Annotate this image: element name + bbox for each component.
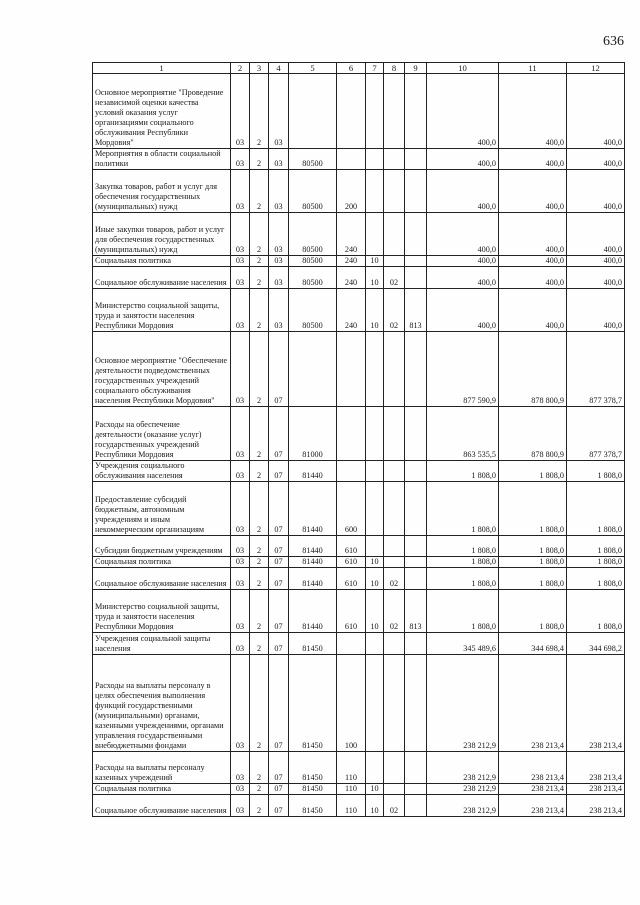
code-7 bbox=[366, 213, 384, 256]
table-row bbox=[93, 213, 625, 256]
page-number: 636 bbox=[603, 34, 624, 49]
code-2: 03 bbox=[231, 752, 250, 784]
amount-12: 1 808,0 bbox=[567, 461, 625, 482]
code-3: 2 bbox=[250, 256, 269, 267]
column-header: 4 bbox=[269, 63, 289, 74]
code-5: 81440 bbox=[289, 461, 337, 482]
code-6: 100 bbox=[337, 655, 366, 752]
code-5: 81450 bbox=[289, 784, 337, 795]
code-8 bbox=[384, 752, 405, 784]
code-8: 02 bbox=[384, 568, 405, 590]
code-4: 03 bbox=[269, 170, 289, 213]
code-4: 07 bbox=[269, 536, 289, 557]
code-2: 03 bbox=[231, 213, 250, 256]
row-description: Министерство социальной защиты, труда и занятости населения Республики Мордовия bbox=[93, 590, 231, 633]
code-3: 2 bbox=[250, 170, 269, 213]
amount-11: 1 808,0 bbox=[499, 557, 567, 568]
table-row bbox=[93, 568, 625, 590]
code-4: 07 bbox=[269, 795, 289, 817]
amount-11: 1 808,0 bbox=[499, 568, 567, 590]
amount-10: 238 212,9 bbox=[427, 752, 499, 784]
column-header: 8 bbox=[384, 63, 405, 74]
amount-12: 238 213,4 bbox=[567, 784, 625, 795]
code-6: 600 bbox=[337, 482, 366, 536]
code-3: 2 bbox=[250, 655, 269, 752]
amount-11: 400,0 bbox=[499, 267, 567, 289]
amount-12: 400,0 bbox=[567, 256, 625, 267]
amount-10: 238 212,9 bbox=[427, 655, 499, 752]
row-description: Учреждения социальной защиты населения bbox=[93, 633, 231, 655]
code-2: 03 bbox=[231, 149, 250, 170]
amount-10: 1 808,0 bbox=[427, 461, 499, 482]
code-6 bbox=[337, 74, 366, 149]
code-3: 2 bbox=[250, 784, 269, 795]
code-3: 2 bbox=[250, 407, 269, 461]
row-description: Закупка товаров, работ и услуг для обеспечения государственных (муниципальных) нужд bbox=[93, 170, 231, 213]
amount-11: 1 808,0 bbox=[499, 536, 567, 557]
code-2: 03 bbox=[231, 784, 250, 795]
code-5 bbox=[289, 74, 337, 149]
table-row bbox=[93, 256, 625, 267]
code-2: 03 bbox=[231, 461, 250, 482]
amount-10: 1 808,0 bbox=[427, 482, 499, 536]
code-4: 07 bbox=[269, 655, 289, 752]
code-2: 03 bbox=[231, 256, 250, 267]
column-header: 12 bbox=[567, 63, 625, 74]
table-row bbox=[93, 170, 625, 213]
code-7 bbox=[366, 482, 384, 536]
code-9 bbox=[405, 633, 427, 655]
column-header: 5 bbox=[289, 63, 337, 74]
table-row bbox=[93, 590, 625, 633]
code-4: 07 bbox=[269, 557, 289, 568]
amount-10: 345 489,6 bbox=[427, 633, 499, 655]
amount-10: 1 808,0 bbox=[427, 557, 499, 568]
code-5: 81450 bbox=[289, 655, 337, 752]
table-row bbox=[93, 536, 625, 557]
row-description: Субсидии бюджетным учреждениям bbox=[93, 536, 231, 557]
code-8 bbox=[384, 332, 405, 407]
amount-11: 344 698,4 bbox=[499, 633, 567, 655]
code-8 bbox=[384, 213, 405, 256]
code-3: 2 bbox=[250, 74, 269, 149]
table-row bbox=[93, 752, 625, 784]
code-5: 81440 bbox=[289, 482, 337, 536]
code-5: 81440 bbox=[289, 557, 337, 568]
amount-12: 1 808,0 bbox=[567, 568, 625, 590]
amount-11: 400,0 bbox=[499, 149, 567, 170]
code-6: 240 bbox=[337, 213, 366, 256]
code-5: 80500 bbox=[289, 289, 337, 332]
code-6: 240 bbox=[337, 267, 366, 289]
amount-10: 400,0 bbox=[427, 213, 499, 256]
amount-12: 1 808,0 bbox=[567, 590, 625, 633]
table-row bbox=[93, 289, 625, 332]
amount-11: 238 213,4 bbox=[499, 752, 567, 784]
table-row bbox=[93, 482, 625, 536]
code-9 bbox=[405, 256, 427, 267]
row-description: Социальная политика bbox=[93, 784, 231, 795]
code-9 bbox=[405, 536, 427, 557]
row-description: Социальная политика bbox=[93, 557, 231, 568]
code-3: 2 bbox=[250, 149, 269, 170]
row-description: Министерство социальной защиты, труда и занятости населения Республики Мордовия bbox=[93, 289, 231, 332]
code-8: 02 bbox=[384, 590, 405, 633]
code-4: 03 bbox=[269, 74, 289, 149]
code-3: 2 bbox=[250, 213, 269, 256]
amount-12: 400,0 bbox=[567, 267, 625, 289]
row-description: Мероприятия в области социальной политики bbox=[93, 149, 231, 170]
code-4: 07 bbox=[269, 784, 289, 795]
code-2: 03 bbox=[231, 633, 250, 655]
amount-11: 400,0 bbox=[499, 256, 567, 267]
amount-10: 238 212,9 bbox=[427, 784, 499, 795]
code-6: 110 bbox=[337, 784, 366, 795]
code-4: 03 bbox=[269, 256, 289, 267]
code-3: 2 bbox=[250, 557, 269, 568]
amount-11: 878 800,9 bbox=[499, 407, 567, 461]
code-2: 03 bbox=[231, 170, 250, 213]
row-description: Основное мероприятие "Проведение независимой оценки качества условий оказания услуг организациями социального обслуживания Республики Мордовия" bbox=[93, 74, 231, 149]
code-7 bbox=[366, 655, 384, 752]
code-4: 07 bbox=[269, 461, 289, 482]
column-header: 11 bbox=[499, 63, 567, 74]
row-description: Расходы на выплаты персоналу в целях обеспечения выполнения функций государственными (муниципальными) органами, казенными учреждениями, органами управления государственными внебюджетными фондами bbox=[93, 655, 231, 752]
amount-10: 863 535,5 bbox=[427, 407, 499, 461]
code-5: 81450 bbox=[289, 795, 337, 817]
code-2: 03 bbox=[231, 795, 250, 817]
code-2: 03 bbox=[231, 267, 250, 289]
row-description: Расходы на выплаты персоналу казенных учреждений bbox=[93, 752, 231, 784]
code-4: 07 bbox=[269, 633, 289, 655]
code-9 bbox=[405, 784, 427, 795]
code-4: 03 bbox=[269, 149, 289, 170]
amount-11: 238 213,4 bbox=[499, 655, 567, 752]
table-row bbox=[93, 461, 625, 482]
code-6: 240 bbox=[337, 256, 366, 267]
code-3: 2 bbox=[250, 633, 269, 655]
code-5: 80500 bbox=[289, 170, 337, 213]
amount-10: 238 212,9 bbox=[427, 795, 499, 817]
code-8 bbox=[384, 655, 405, 752]
code-3: 2 bbox=[250, 590, 269, 633]
code-9: 813 bbox=[405, 289, 427, 332]
amount-11: 238 213,4 bbox=[499, 784, 567, 795]
code-6: 110 bbox=[337, 752, 366, 784]
amount-11: 400,0 bbox=[499, 74, 567, 149]
code-2: 03 bbox=[231, 74, 250, 149]
code-7 bbox=[366, 149, 384, 170]
code-3: 2 bbox=[250, 752, 269, 784]
code-3: 2 bbox=[250, 332, 269, 407]
code-2: 03 bbox=[231, 289, 250, 332]
code-6 bbox=[337, 407, 366, 461]
amount-10: 400,0 bbox=[427, 149, 499, 170]
amount-10: 400,0 bbox=[427, 170, 499, 213]
code-2: 03 bbox=[231, 590, 250, 633]
row-description: Иные закупки товаров, работ и услуг для обеспечения государственных (муниципальных) нужд bbox=[93, 213, 231, 256]
table-row bbox=[93, 655, 625, 752]
amount-12: 400,0 bbox=[567, 289, 625, 332]
code-7 bbox=[366, 633, 384, 655]
code-3: 2 bbox=[250, 568, 269, 590]
code-4: 07 bbox=[269, 568, 289, 590]
code-6: 240 bbox=[337, 289, 366, 332]
row-description: Социальное обслуживание населения bbox=[93, 267, 231, 289]
code-9 bbox=[405, 752, 427, 784]
code-7 bbox=[366, 170, 384, 213]
code-2: 03 bbox=[231, 557, 250, 568]
code-3: 2 bbox=[250, 289, 269, 332]
code-9: 813 bbox=[405, 590, 427, 633]
amount-12: 400,0 bbox=[567, 213, 625, 256]
code-6: 110 bbox=[337, 795, 366, 817]
amount-12: 1 808,0 bbox=[567, 536, 625, 557]
code-5: 80500 bbox=[289, 213, 337, 256]
code-7: 10 bbox=[366, 267, 384, 289]
code-3: 2 bbox=[250, 795, 269, 817]
code-9 bbox=[405, 655, 427, 752]
code-9 bbox=[405, 795, 427, 817]
code-3: 2 bbox=[250, 536, 269, 557]
code-6: 610 bbox=[337, 557, 366, 568]
code-5 bbox=[289, 332, 337, 407]
code-2: 03 bbox=[231, 407, 250, 461]
code-7: 10 bbox=[366, 590, 384, 633]
amount-10: 1 808,0 bbox=[427, 568, 499, 590]
amount-12: 400,0 bbox=[567, 170, 625, 213]
code-2: 03 bbox=[231, 332, 250, 407]
code-8 bbox=[384, 461, 405, 482]
amount-10: 400,0 bbox=[427, 74, 499, 149]
code-4: 07 bbox=[269, 407, 289, 461]
code-7: 10 bbox=[366, 784, 384, 795]
code-7: 10 bbox=[366, 557, 384, 568]
code-5: 80500 bbox=[289, 256, 337, 267]
code-6: 610 bbox=[337, 568, 366, 590]
row-description: Учреждения социального обслуживания населения bbox=[93, 461, 231, 482]
code-5: 80500 bbox=[289, 267, 337, 289]
amount-10: 1 808,0 bbox=[427, 536, 499, 557]
code-5: 81440 bbox=[289, 568, 337, 590]
code-7: 10 bbox=[366, 795, 384, 817]
amount-12: 238 213,4 bbox=[567, 795, 625, 817]
code-4: 03 bbox=[269, 267, 289, 289]
table-row bbox=[93, 332, 625, 407]
amount-11: 238 213,4 bbox=[499, 795, 567, 817]
code-9 bbox=[405, 332, 427, 407]
code-7 bbox=[366, 74, 384, 149]
amount-12: 877 378,7 bbox=[567, 407, 625, 461]
code-9 bbox=[405, 267, 427, 289]
code-4: 03 bbox=[269, 289, 289, 332]
table-row bbox=[93, 784, 625, 795]
code-5: 80500 bbox=[289, 149, 337, 170]
column-header: 10 bbox=[427, 63, 499, 74]
code-8 bbox=[384, 482, 405, 536]
table-row bbox=[93, 74, 625, 149]
row-description: Социальное обслуживание населения bbox=[93, 568, 231, 590]
code-2: 03 bbox=[231, 568, 250, 590]
code-8 bbox=[384, 557, 405, 568]
amount-10: 400,0 bbox=[427, 256, 499, 267]
code-9 bbox=[405, 74, 427, 149]
amount-12: 238 213,4 bbox=[567, 752, 625, 784]
table-row bbox=[93, 149, 625, 170]
amount-11: 878 800,9 bbox=[499, 332, 567, 407]
row-description: Социальная политика bbox=[93, 256, 231, 267]
column-header: 9 bbox=[405, 63, 427, 74]
code-7 bbox=[366, 407, 384, 461]
row-description: Предоставление субсидий бюджетным, автономным учреждениям и иным некоммерческим организациям bbox=[93, 482, 231, 536]
amount-11: 400,0 bbox=[499, 170, 567, 213]
row-description: Расходы на обеспечение деятельности (оказание услуг) государственных учреждений Республики Мордовия bbox=[93, 407, 231, 461]
code-5: 81000 bbox=[289, 407, 337, 461]
code-7 bbox=[366, 752, 384, 784]
code-6 bbox=[337, 149, 366, 170]
table-row bbox=[93, 407, 625, 461]
code-9 bbox=[405, 482, 427, 536]
code-4: 07 bbox=[269, 752, 289, 784]
code-7: 10 bbox=[366, 568, 384, 590]
amount-12: 400,0 bbox=[567, 149, 625, 170]
code-4: 07 bbox=[269, 482, 289, 536]
code-3: 2 bbox=[250, 482, 269, 536]
amount-10: 400,0 bbox=[427, 267, 499, 289]
code-4: 07 bbox=[269, 590, 289, 633]
code-6 bbox=[337, 633, 366, 655]
amount-12: 400,0 bbox=[567, 74, 625, 149]
code-7 bbox=[366, 536, 384, 557]
column-header: 7 bbox=[366, 63, 384, 74]
table-body bbox=[93, 74, 625, 817]
code-8: 02 bbox=[384, 289, 405, 332]
header-row bbox=[93, 63, 625, 74]
amount-10: 877 590,9 bbox=[427, 332, 499, 407]
code-9 bbox=[405, 170, 427, 213]
amount-12: 877 378,7 bbox=[567, 332, 625, 407]
amount-11: 1 808,0 bbox=[499, 482, 567, 536]
code-5: 81450 bbox=[289, 752, 337, 784]
code-6 bbox=[337, 332, 366, 407]
table-row bbox=[93, 633, 625, 655]
code-5: 81450 bbox=[289, 633, 337, 655]
code-6: 610 bbox=[337, 590, 366, 633]
code-7 bbox=[366, 461, 384, 482]
column-header: 1 bbox=[93, 63, 231, 74]
code-8 bbox=[384, 536, 405, 557]
code-6 bbox=[337, 461, 366, 482]
amount-12: 1 808,0 bbox=[567, 482, 625, 536]
code-9 bbox=[405, 149, 427, 170]
amount-11: 400,0 bbox=[499, 213, 567, 256]
amount-12: 344 698,2 bbox=[567, 633, 625, 655]
amount-12: 238 213,4 bbox=[567, 655, 625, 752]
code-8 bbox=[384, 149, 405, 170]
amount-11: 1 808,0 bbox=[499, 590, 567, 633]
column-header: 2 bbox=[231, 63, 250, 74]
code-9 bbox=[405, 213, 427, 256]
code-7: 10 bbox=[366, 256, 384, 267]
code-8: 02 bbox=[384, 795, 405, 817]
code-2: 03 bbox=[231, 482, 250, 536]
table-row bbox=[93, 557, 625, 568]
amount-11: 1 808,0 bbox=[499, 461, 567, 482]
row-description: Основное мероприятие "Обеспечение деятельности подведомственных государственных учреждений социального обслуживания населения Республики Мордовия" bbox=[93, 332, 231, 407]
code-3: 2 bbox=[250, 461, 269, 482]
code-9 bbox=[405, 461, 427, 482]
amount-12: 1 808,0 bbox=[567, 557, 625, 568]
code-6: 610 bbox=[337, 536, 366, 557]
code-8 bbox=[384, 74, 405, 149]
code-5: 81440 bbox=[289, 590, 337, 633]
amount-10: 1 808,0 bbox=[427, 590, 499, 633]
amount-10: 400,0 bbox=[427, 289, 499, 332]
row-description: Социальное обслуживание населения bbox=[93, 795, 231, 817]
code-9 bbox=[405, 568, 427, 590]
budget-table bbox=[92, 62, 625, 817]
code-4: 03 bbox=[269, 213, 289, 256]
code-7: 10 bbox=[366, 289, 384, 332]
code-2: 03 bbox=[231, 536, 250, 557]
code-8 bbox=[384, 256, 405, 267]
amount-11: 400,0 bbox=[499, 289, 567, 332]
code-9 bbox=[405, 557, 427, 568]
column-header: 3 bbox=[250, 63, 269, 74]
column-header: 6 bbox=[337, 63, 366, 74]
code-9 bbox=[405, 407, 427, 461]
code-8 bbox=[384, 170, 405, 213]
code-6: 200 bbox=[337, 170, 366, 213]
code-8 bbox=[384, 784, 405, 795]
code-8 bbox=[384, 633, 405, 655]
code-8 bbox=[384, 407, 405, 461]
code-4: 07 bbox=[269, 332, 289, 407]
code-7 bbox=[366, 332, 384, 407]
code-8: 02 bbox=[384, 267, 405, 289]
table-row bbox=[93, 795, 625, 817]
table-row bbox=[93, 267, 625, 289]
code-5: 81440 bbox=[289, 536, 337, 557]
code-2: 03 bbox=[231, 655, 250, 752]
code-3: 2 bbox=[250, 267, 269, 289]
